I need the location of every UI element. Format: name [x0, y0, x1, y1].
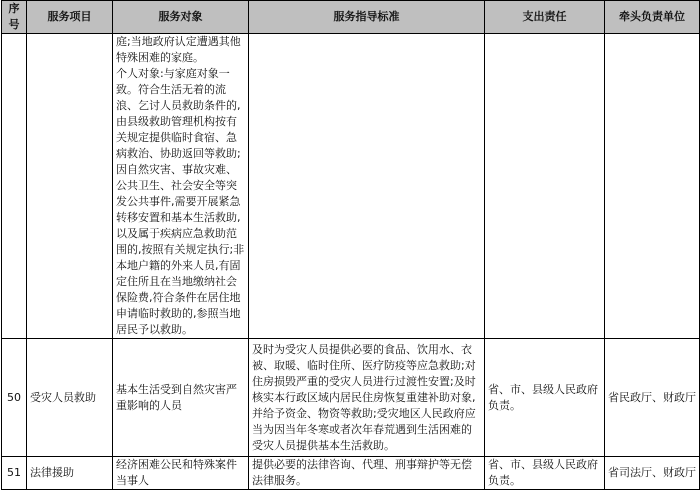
cell-item: 法律援助: [27, 457, 113, 490]
header-item: 服务项目: [27, 1, 113, 34]
target-paragraph-2: 个人对象:与家庭对象一致。符合生活无着的流浪、乞讨人员救助条件的,由县级救助管理机构按有关规定提供临时食宿、急病救治、协助返回等救助;因自然灾害、事故灾难、公共卫生、社会安全等突发公共事件,需要开展紧急转移安置和基本生活救助,以及属于疾病应急救助范围的,按照有关规定执行;非本地户籍的外来人员,有固定住所且在当地缴纳社会保险费,符合条件在居住地申请临时救助的,参照当地居民予以救助。: [116, 67, 245, 336]
table-row-continuation: [2, 34, 700, 339]
header-target: 服务对象: [113, 1, 249, 34]
cell-item: 受灾人员救助: [27, 339, 113, 457]
cell-lead: [605, 34, 700, 339]
cell-no: 50: [2, 339, 27, 457]
cell-target: 基本生活受到自然灾害严重影响的人员: [113, 339, 249, 457]
cell-lead: 省司法厅、财政厅: [605, 457, 700, 490]
cell-no: [2, 34, 27, 339]
table-row: [2, 339, 700, 457]
header-no: 序号: [2, 1, 27, 34]
header-standard: 服务指导标准: [249, 1, 485, 34]
cell-standard: 及时为受灾人员提供必要的食品、饮用水、衣被、取暖、临时住所、医疗防疫等应急救助;对住房损毁严重的受灾人员进行过渡性安置;及时核实本行政区域内居民住房恢复重建补助对象,并给予资金、物资等救助;受灾地区人民政府应当为因当年冬寒或者次年春荒遇到生活困难的受灾人员提供基本生活救助。: [249, 339, 485, 457]
header-lead: 牵头负责单位: [605, 1, 700, 34]
cell-item: [27, 34, 113, 339]
header-row: [2, 1, 700, 34]
table-row: [2, 457, 700, 490]
service-standards-table: [1, 0, 700, 490]
cell-expense: 省、市、县级人民政府负责。: [485, 339, 605, 457]
cell-lead: 省民政厅、财政厅: [605, 339, 700, 457]
cell-target: [113, 34, 249, 339]
target-paragraph-1: 庭;当地政府认定遭遇其他特殊困难的家庭。: [116, 35, 241, 64]
cell-standard: 提供必要的法律咨询、代理、刑事辩护等无偿法律服务。: [249, 457, 485, 490]
cell-no: 51: [2, 457, 27, 490]
cell-standard: [249, 34, 485, 339]
cell-expense: 省、市、县级人民政府负责。: [485, 457, 605, 490]
cell-target: 经济困难公民和特殊案件当事人: [113, 457, 249, 490]
header-expense: 支出责任: [485, 1, 605, 34]
cell-expense: [485, 34, 605, 339]
